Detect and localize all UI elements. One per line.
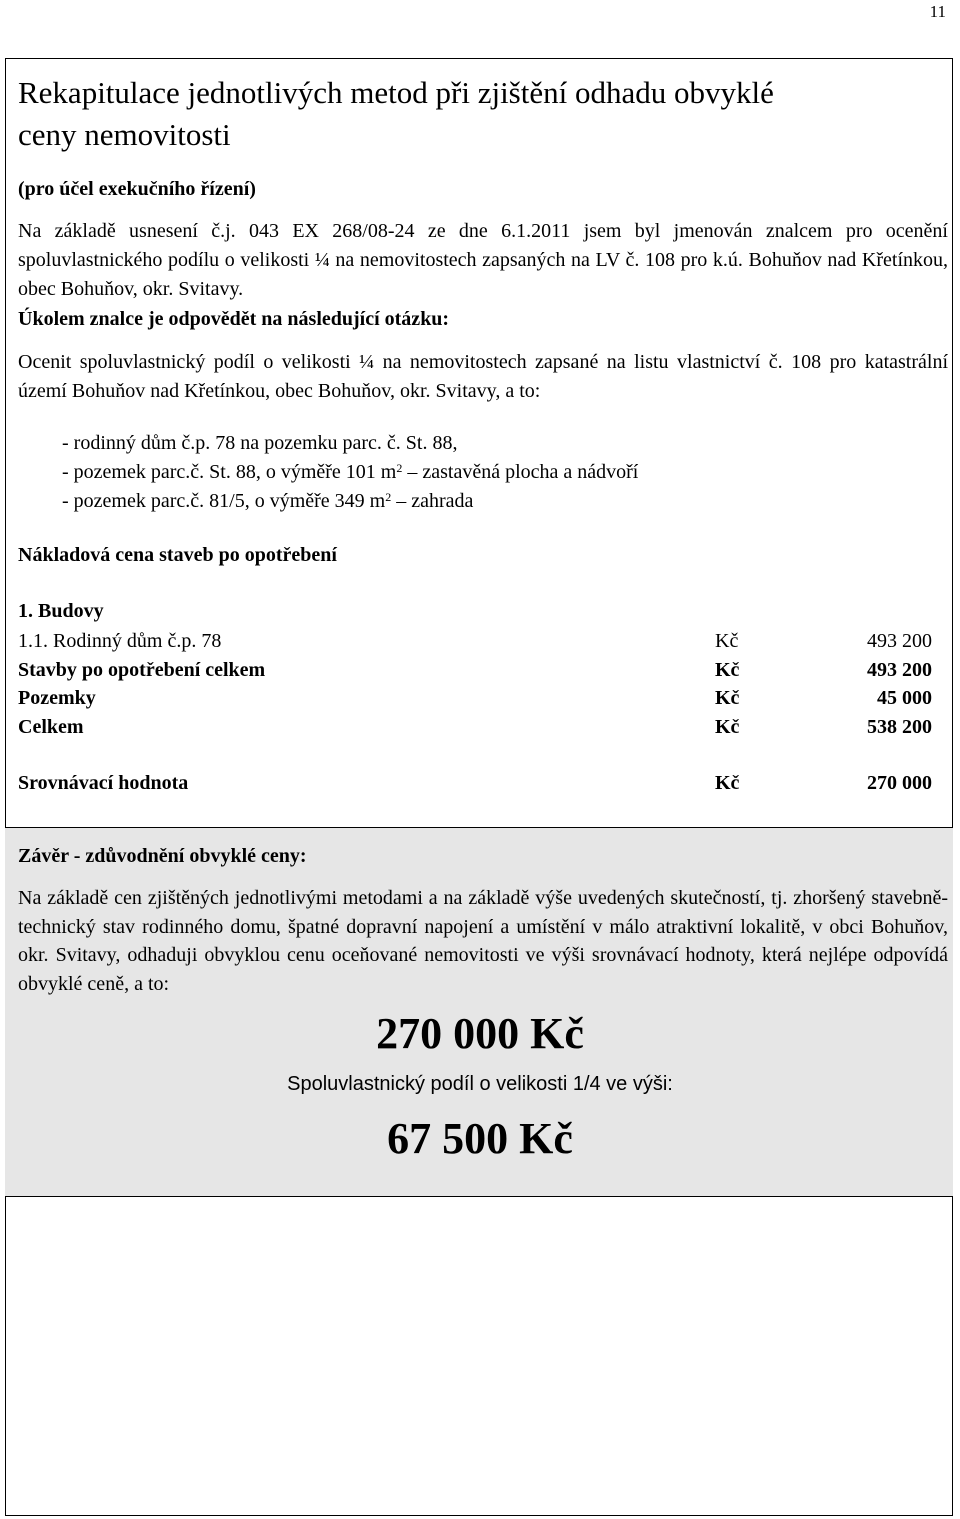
row-currency: Kč bbox=[715, 659, 740, 681]
table-row bbox=[18, 627, 932, 655]
row-value: 493 200 bbox=[867, 630, 932, 652]
list-item: - pozemek parc.č. St. 88, o výměře 101 $m^2$ – zastavěná plocha a nádvoří bbox=[62, 461, 639, 483]
row-name: Pozemky bbox=[18, 687, 96, 709]
row-name: Stavby po opotřebení celkem bbox=[18, 659, 266, 681]
final-value: 270 000 Kč bbox=[376, 1009, 584, 1058]
task-heading: Úkolem znalce je odpovědět na následující otázku: bbox=[18, 308, 450, 330]
row-value: 538 200 bbox=[867, 716, 932, 738]
document-content bbox=[18, 72, 948, 304]
cost-heading: Nákladová cena staveb po opotřebení bbox=[18, 544, 337, 566]
list-item: - pozemek parc.č. 81/5, o výměře 349 $m^2$ – zahrada bbox=[62, 490, 474, 512]
title-line-1: Rekapitulace jednotlivých metod při zjištění odhadu obvyklé bbox=[18, 75, 774, 110]
row-value: 270 000 bbox=[867, 772, 932, 794]
page-title bbox=[18, 72, 948, 156]
row-currency: Kč bbox=[715, 772, 740, 794]
table-row bbox=[18, 656, 932, 684]
purpose-subtitle: (pro účel exekučního řízení) bbox=[18, 178, 256, 200]
property-list bbox=[62, 429, 638, 516]
share-label: Spoluvlastnický podíl o velikosti 1/4 ve výši: bbox=[287, 1073, 673, 1095]
page-number: 11 bbox=[929, 2, 946, 21]
intro-paragraph: Na základě usnesení č.j. 043 EX 268/08-24 ze dne 6.1.2011 jsem byl jmenován znalcem pro ocenění spoluvlastnického podílu o velikosti ¼ na nemovitostech zapsaných na LV č. 108 pro k.ú. Bohuňov nad Křetínkou, obec Bohuňov, okr. Svitavy. bbox=[18, 220, 948, 300]
table-row bbox=[18, 684, 932, 712]
table-row bbox=[18, 713, 932, 741]
table-row bbox=[18, 769, 932, 797]
share-value: 67 500 Kč bbox=[387, 1114, 573, 1163]
row-value: 45 000 bbox=[877, 687, 932, 709]
conclusion-heading: Závěr - zdůvodnění obvyklé ceny: bbox=[18, 845, 307, 867]
buildings-heading: 1. Budovy bbox=[18, 600, 104, 622]
task-paragraph: Ocenit spoluvlastnický podíl o velikosti ¼ na nemovitostech zapsané na listu vlastnictví č. 108 pro katastrální území Bohuňov nad Křetínkou, obec Bohuňov, okr. Svitavy, a to: bbox=[18, 351, 948, 402]
row-name: Celkem bbox=[18, 716, 84, 738]
title-line-2: ceny nemovitosti bbox=[18, 117, 231, 152]
conclusion-paragraph: Na základě cen zjištěných jednotlivými metodami a na základě výše uvedených skutečností, tj. zhoršený stavebně-technický stav rodinného domu, špatné dopravní napojení a umístění v málo atraktivní lokalitě, v obci Bohuňov, okr. Svitavy, odhaduji obvyklou cenu oceňované nemovitosti ve výši srovnávací hodnoty, která nejlépe odpovídá obvyklé ceně, a to: bbox=[18, 887, 948, 995]
row-value: 493 200 bbox=[867, 659, 932, 681]
row-currency: Kč bbox=[715, 630, 739, 652]
row-currency: Kč bbox=[715, 687, 740, 709]
list-item: - rodinný dům č.p. 78 na pozemku parc. č. St. 88, bbox=[62, 432, 458, 454]
row-name: Srovnávací hodnota bbox=[18, 772, 189, 794]
row-name: 1.1. Rodinný dům č.p. 78 bbox=[18, 630, 222, 652]
row-currency: Kč bbox=[715, 716, 740, 738]
